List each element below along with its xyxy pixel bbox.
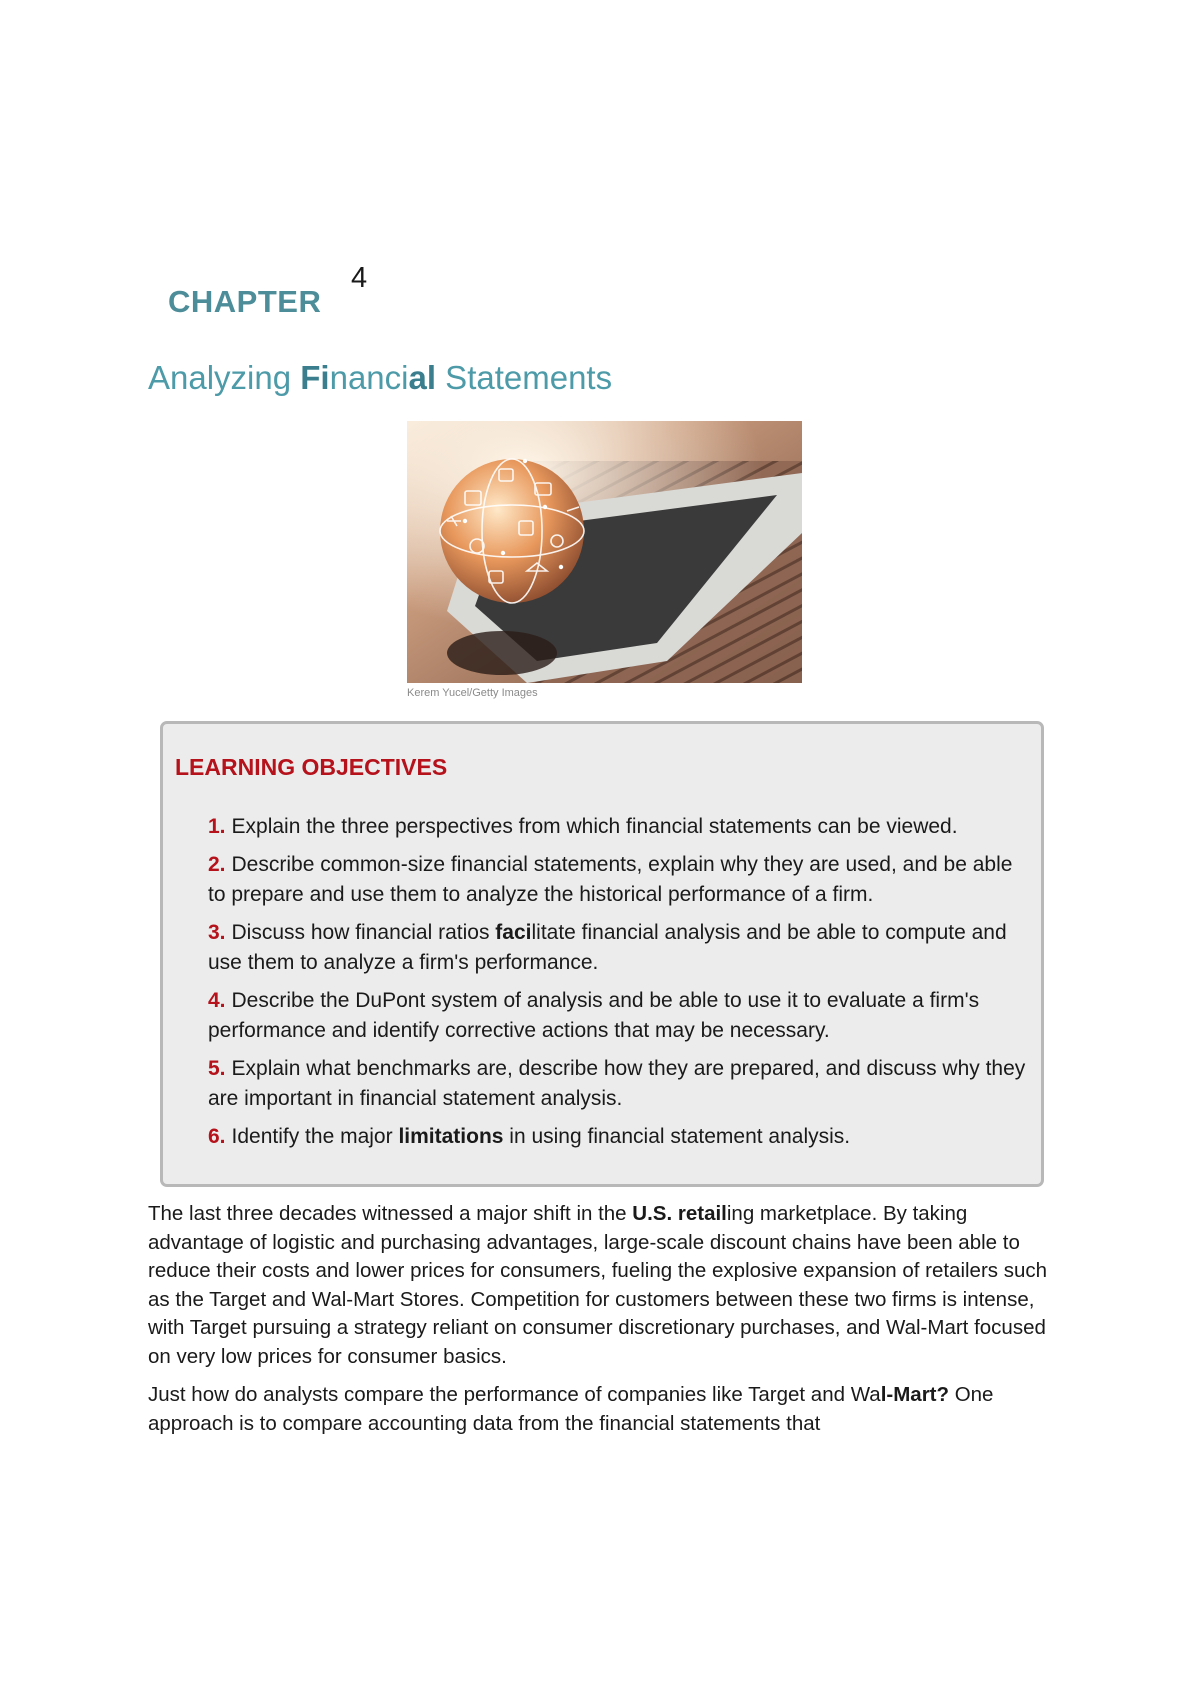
body-text — [148, 1200, 1068, 1448]
objective-number: 5. — [208, 1057, 226, 1080]
chapter-title-part: Fi — [300, 359, 330, 396]
chapter-title-part: al — [408, 359, 437, 396]
body-paragraph — [148, 1200, 1068, 1371]
body-text-run: The last three decades witnessed a major shift in the — [148, 1202, 633, 1225]
chapter-title-part: nanci — [329, 359, 409, 396]
chapter-number: 4 — [351, 262, 368, 294]
learning-objectives-box — [160, 721, 1044, 1187]
objective-item — [208, 986, 1028, 1046]
chapter-photo — [407, 421, 802, 683]
body-paragraph — [148, 1381, 1068, 1438]
body-text-run: One approach is to compare accounting data from the financial statements that — [148, 1383, 994, 1435]
objective-text: Explain what benchmarks are, describe how they are prepared, and discuss why they are important in financial statement analysis. — [208, 1057, 1026, 1110]
globe-tablet-illustration — [407, 421, 802, 683]
objective-item — [208, 850, 1028, 910]
objective-text: Discuss how financial ratios — [231, 921, 496, 944]
chapter-title-part: Statements — [436, 359, 613, 396]
objective-number: 2. — [208, 853, 226, 876]
objective-text-bold: faci — [495, 921, 532, 944]
objective-number: 3. — [208, 921, 226, 944]
chapter-title-part: Analyzing — [148, 359, 301, 396]
learning-objectives-list — [208, 812, 1028, 1160]
objective-item — [208, 812, 1028, 842]
objective-text: in using financial statement analysis. — [503, 1125, 851, 1148]
objective-text: Describe the DuPont system of analysis and be able to use it to evaluate a firm's performance and identify corrective actions that may be necessary. — [208, 989, 980, 1042]
chapter-label: CHAPTER — [168, 284, 322, 319]
body-text-run: ing marketplace. By taking advantage of logistic and purchasing advantages, large-scale discount chains have been able to reduce their costs and lower prices for consumers, fueling the explosive expansion of retailers such as the Target and Wal-Mart Stores. Competition for customers between these two firms is intense, with Target pursuing a strategy reliant on consumer discretionary purchases, and Wal-Mart focused on very low prices for consumer basics. — [148, 1202, 1048, 1368]
objective-text: Describe common-size financial statements, explain why they are used, and be able to prepare and use them to analyze the historical performance of a firm. — [208, 853, 1013, 906]
body-text-bold: l-Mart? — [880, 1383, 950, 1406]
objective-number: 4. — [208, 989, 226, 1012]
learning-objectives-heading: LEARNING OBJECTIVES — [175, 754, 448, 780]
objective-text: Identify the major — [231, 1125, 399, 1148]
objective-item — [208, 1122, 1028, 1152]
objective-number: 1. — [208, 815, 226, 838]
photo-credit: Kerem Yucel/Getty Images — [407, 687, 538, 699]
objective-text-bold: limitations — [398, 1125, 504, 1148]
objective-text: Explain the three perspectives from which financial statements can be viewed. — [231, 815, 958, 838]
body-text-bold: U.S. retail — [632, 1202, 727, 1225]
objective-number: 6. — [208, 1125, 226, 1148]
chapter-title — [148, 359, 612, 397]
objective-text: litate financial analysis and be able to compute and use them to analyze a firm's performance. — [208, 921, 1007, 974]
body-text-run: Just how do analysts compare the performance of companies like Target and Wa — [148, 1383, 881, 1406]
objective-item — [208, 918, 1028, 978]
objective-item — [208, 1054, 1028, 1114]
